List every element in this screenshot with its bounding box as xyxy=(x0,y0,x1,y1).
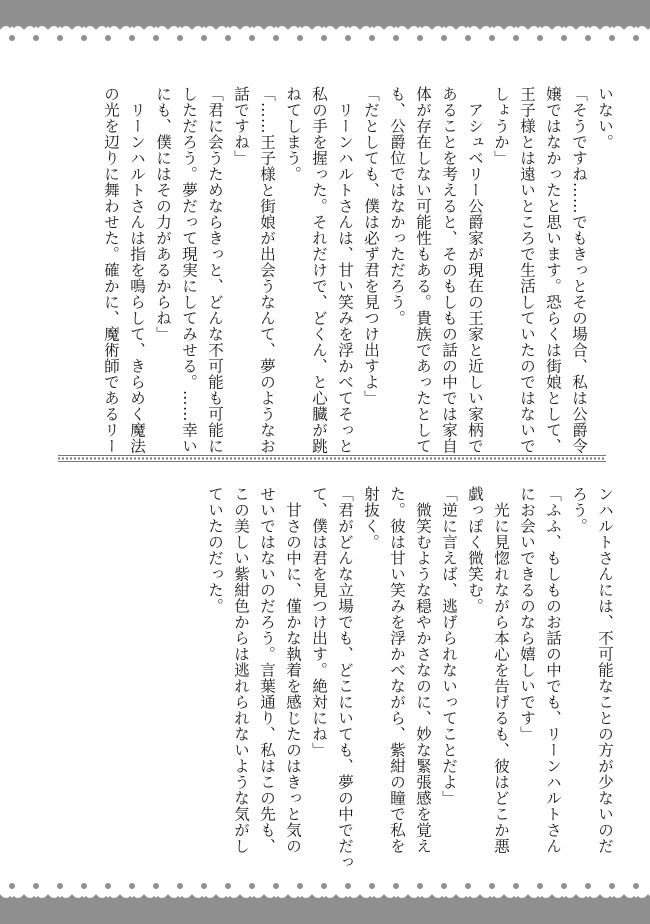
text-line: しただろう。夢だって現実にしてみせる。……幸い xyxy=(180,86,198,454)
text-line: の光を辺りに舞わせた。確かに、魔術師であるリー xyxy=(102,86,120,454)
text-block-upper xyxy=(18,86,618,454)
text-line: た。彼は甘い笑みを浮かべながら、紫紺の瞳で私を xyxy=(388,486,406,854)
text-block-lower xyxy=(18,486,618,870)
text-line: にお会いできるのなら嬉しいです」 xyxy=(518,486,536,742)
text-line: アシュベリー公爵家が現在の王家と近しい家柄で xyxy=(466,86,484,454)
text-line: ンハルトさんには、不可能なことの方が少ないのだ xyxy=(596,486,614,854)
text-line: 微笑むような穏やかさなのに、妙な緊張感を覚え xyxy=(414,486,432,854)
top-ornament-border xyxy=(0,0,650,46)
text-line: 「だとしても、僕は必ず君を見つけ出すよ」 xyxy=(362,86,380,406)
text-line: あることを考えると、そのもしもの話の中では家自 xyxy=(440,86,458,454)
text-line: 「……王子様と街娘が出会うなんて、夢のようなお xyxy=(258,86,276,454)
text-line: 「逆に言えば、逃げられないってことだよ」 xyxy=(440,486,458,806)
text-line: て、僕は君を見つけ出す。絶対にね」 xyxy=(310,486,328,758)
text-line: 嬢ではなかったと思います。恐らくは街娘として、 xyxy=(544,86,562,454)
text-line: 話ですね」 xyxy=(232,86,250,166)
text-line: 甘さの中に、僅かな執着を感じたのはきっと気の xyxy=(284,486,302,854)
text-page xyxy=(0,46,650,878)
text-line: 光に見惚れながら本心を告げるも、彼はどこか悪 xyxy=(492,486,510,854)
text-line: 射抜く。 xyxy=(362,486,380,550)
text-line: 私の手を握った。それだけで、どくん、と心臓が跳 xyxy=(310,86,328,454)
text-line: ろう。 xyxy=(570,486,588,534)
text-line: ねてしまう。 xyxy=(284,86,302,182)
text-line: ていたのだった。 xyxy=(206,486,224,614)
text-line: にも、僕にはその力があるからね」 xyxy=(154,86,172,342)
text-line: リーンハルトさんは指を鳴らして、きらめく魔法 xyxy=(128,86,146,454)
text-line: 「ふふ、もしものお話の中でも、リーンハルトさん xyxy=(544,486,562,854)
text-line: 王子様とは遠いところで生活していたのではないで xyxy=(518,86,536,454)
text-line: 「君に会うためならきっと、どんな不可能も可能に xyxy=(206,86,224,454)
text-line: この美しい紫紺色からは逃れられないような気がし xyxy=(232,486,250,854)
section-divider xyxy=(58,454,606,463)
bottom-ornament-border xyxy=(0,878,650,924)
text-line: いない。 xyxy=(596,86,614,150)
text-line: 「そうですね……でもきっとその場合、私は公爵令 xyxy=(570,86,588,454)
text-line: 「君がどんな立場でも、どこにいても、夢の中でだっ xyxy=(336,486,354,870)
text-line: リーンハルトさんは、甘い笑みを浮かべてそっと xyxy=(336,86,354,454)
text-line: も、公爵位ではなかっただろう。 xyxy=(388,86,406,326)
text-line: 戯っぽく微笑む。 xyxy=(466,486,484,614)
text-line: せいではないのだろう。言葉通り、私はこの先も、 xyxy=(258,486,276,854)
text-line: しょうか」 xyxy=(492,86,510,166)
text-line: 体が存在しない可能性もある。貴族であったとして xyxy=(414,86,432,454)
